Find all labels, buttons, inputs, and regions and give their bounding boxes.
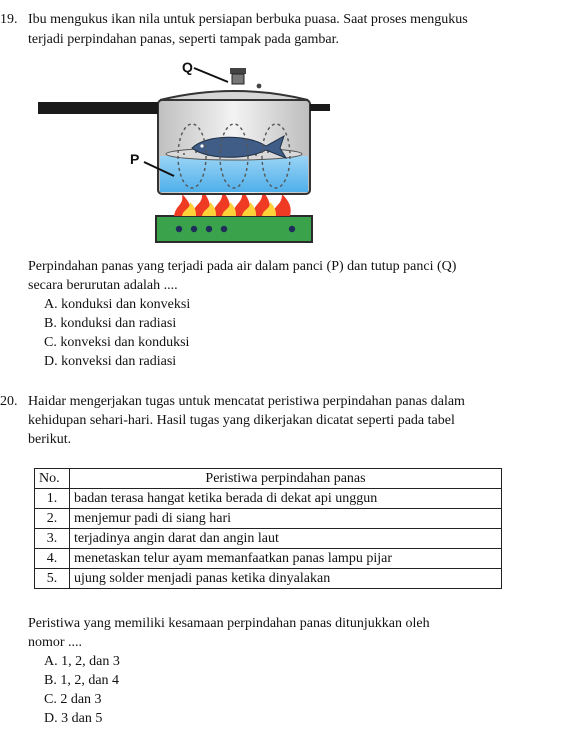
- question-20-option-b[interactable]: B. 1, 2, dan 4: [44, 673, 120, 688]
- table-header-row: [35, 469, 502, 489]
- question-19-option-a[interactable]: A. konduksi dan konveksi: [44, 297, 191, 312]
- table-cell-no: 4.: [35, 549, 70, 569]
- table-row: [35, 489, 502, 509]
- table-header-event: Peristiwa perpindahan panas: [70, 469, 502, 489]
- table-cell-no: 2.: [35, 509, 70, 529]
- question-20-option-d[interactable]: D. 3 dan 5: [44, 711, 103, 726]
- question-19-option-c[interactable]: C. konveksi dan konduksi: [44, 335, 190, 350]
- arrow-q: [194, 68, 228, 82]
- question-19-option-b[interactable]: B. konduksi dan radiasi: [44, 316, 177, 331]
- question-20-text-line-1: Haidar mengerjakan tugas untuk mencatat peristiwa perpindahan panas dalam: [28, 394, 465, 409]
- question-20-text-line-3: berikut.: [28, 432, 72, 447]
- table-cell-event: badan terasa hangat ketika berada di dekat api unggun: [70, 489, 502, 509]
- heat-transfer-table: [34, 468, 502, 589]
- table-cell-no: 3.: [35, 529, 70, 549]
- question-19-stem-line-1: Perpindahan panas yang terjadi pada air dalam panci (P) dan tutup panci (Q): [28, 259, 457, 274]
- pot-handle-left: [38, 102, 158, 114]
- table-header-no: No.: [35, 469, 70, 489]
- table-row: [35, 509, 502, 529]
- lid-valve: [232, 74, 244, 84]
- label-p: P: [130, 151, 140, 167]
- question-20-stem-line-2: nomor ....: [28, 635, 83, 650]
- question-19-stem-line-2: secara berurutan adalah ....: [28, 278, 178, 293]
- question-20-stem-line-1: Peristiwa yang memiliki kesamaan perpindahan panas ditunjukkan oleh: [28, 616, 430, 631]
- steamer-pot-illustration: [34, 56, 334, 250]
- pot-handle-right: [310, 104, 330, 111]
- lid-knob: [257, 84, 262, 89]
- table-cell-event: menetaskan telur ayam memanfaatkan panas lampu pijar: [70, 549, 502, 569]
- table-cell-event: terjadinya angin darat dan angin laut: [70, 529, 502, 549]
- water: [160, 156, 308, 192]
- table-cell-no: 1.: [35, 489, 70, 509]
- table-row: [35, 569, 502, 589]
- question-20-option-c[interactable]: C. 2 dan 3: [44, 692, 102, 707]
- question-20-text-line-2: kehidupan sehari-hari. Hasil tugas yang dikerjakan dicatat seperti pada tabel: [28, 413, 455, 428]
- question-19-option-d[interactable]: D. konveksi dan radiasi: [44, 354, 177, 369]
- question-19-text-line-1: Ibu mengukus ikan nila untuk persiapan berbuka puasa. Saat proses mengukus: [28, 12, 468, 27]
- pot-lid: [160, 91, 308, 100]
- question-19-text-line-2: terjadi perpindahan panas, seperti tampak pada gambar.: [28, 32, 339, 47]
- question-19-number: 19.: [0, 12, 18, 27]
- question-20-number: 20.: [0, 394, 18, 409]
- table-row: [35, 549, 502, 569]
- table-cell-event: menjemur padi di siang hari: [70, 509, 502, 529]
- table-cell-event: ujung solder menjadi panas ketika dinyalakan: [70, 569, 502, 589]
- question-20-option-a[interactable]: A. 1, 2, dan 3: [44, 654, 120, 669]
- table-row: [35, 529, 502, 549]
- label-q: Q: [182, 59, 193, 75]
- table-cell-no: 5.: [35, 569, 70, 589]
- steamer-pot-svg: [34, 56, 334, 250]
- lid-valve-top: [230, 68, 246, 74]
